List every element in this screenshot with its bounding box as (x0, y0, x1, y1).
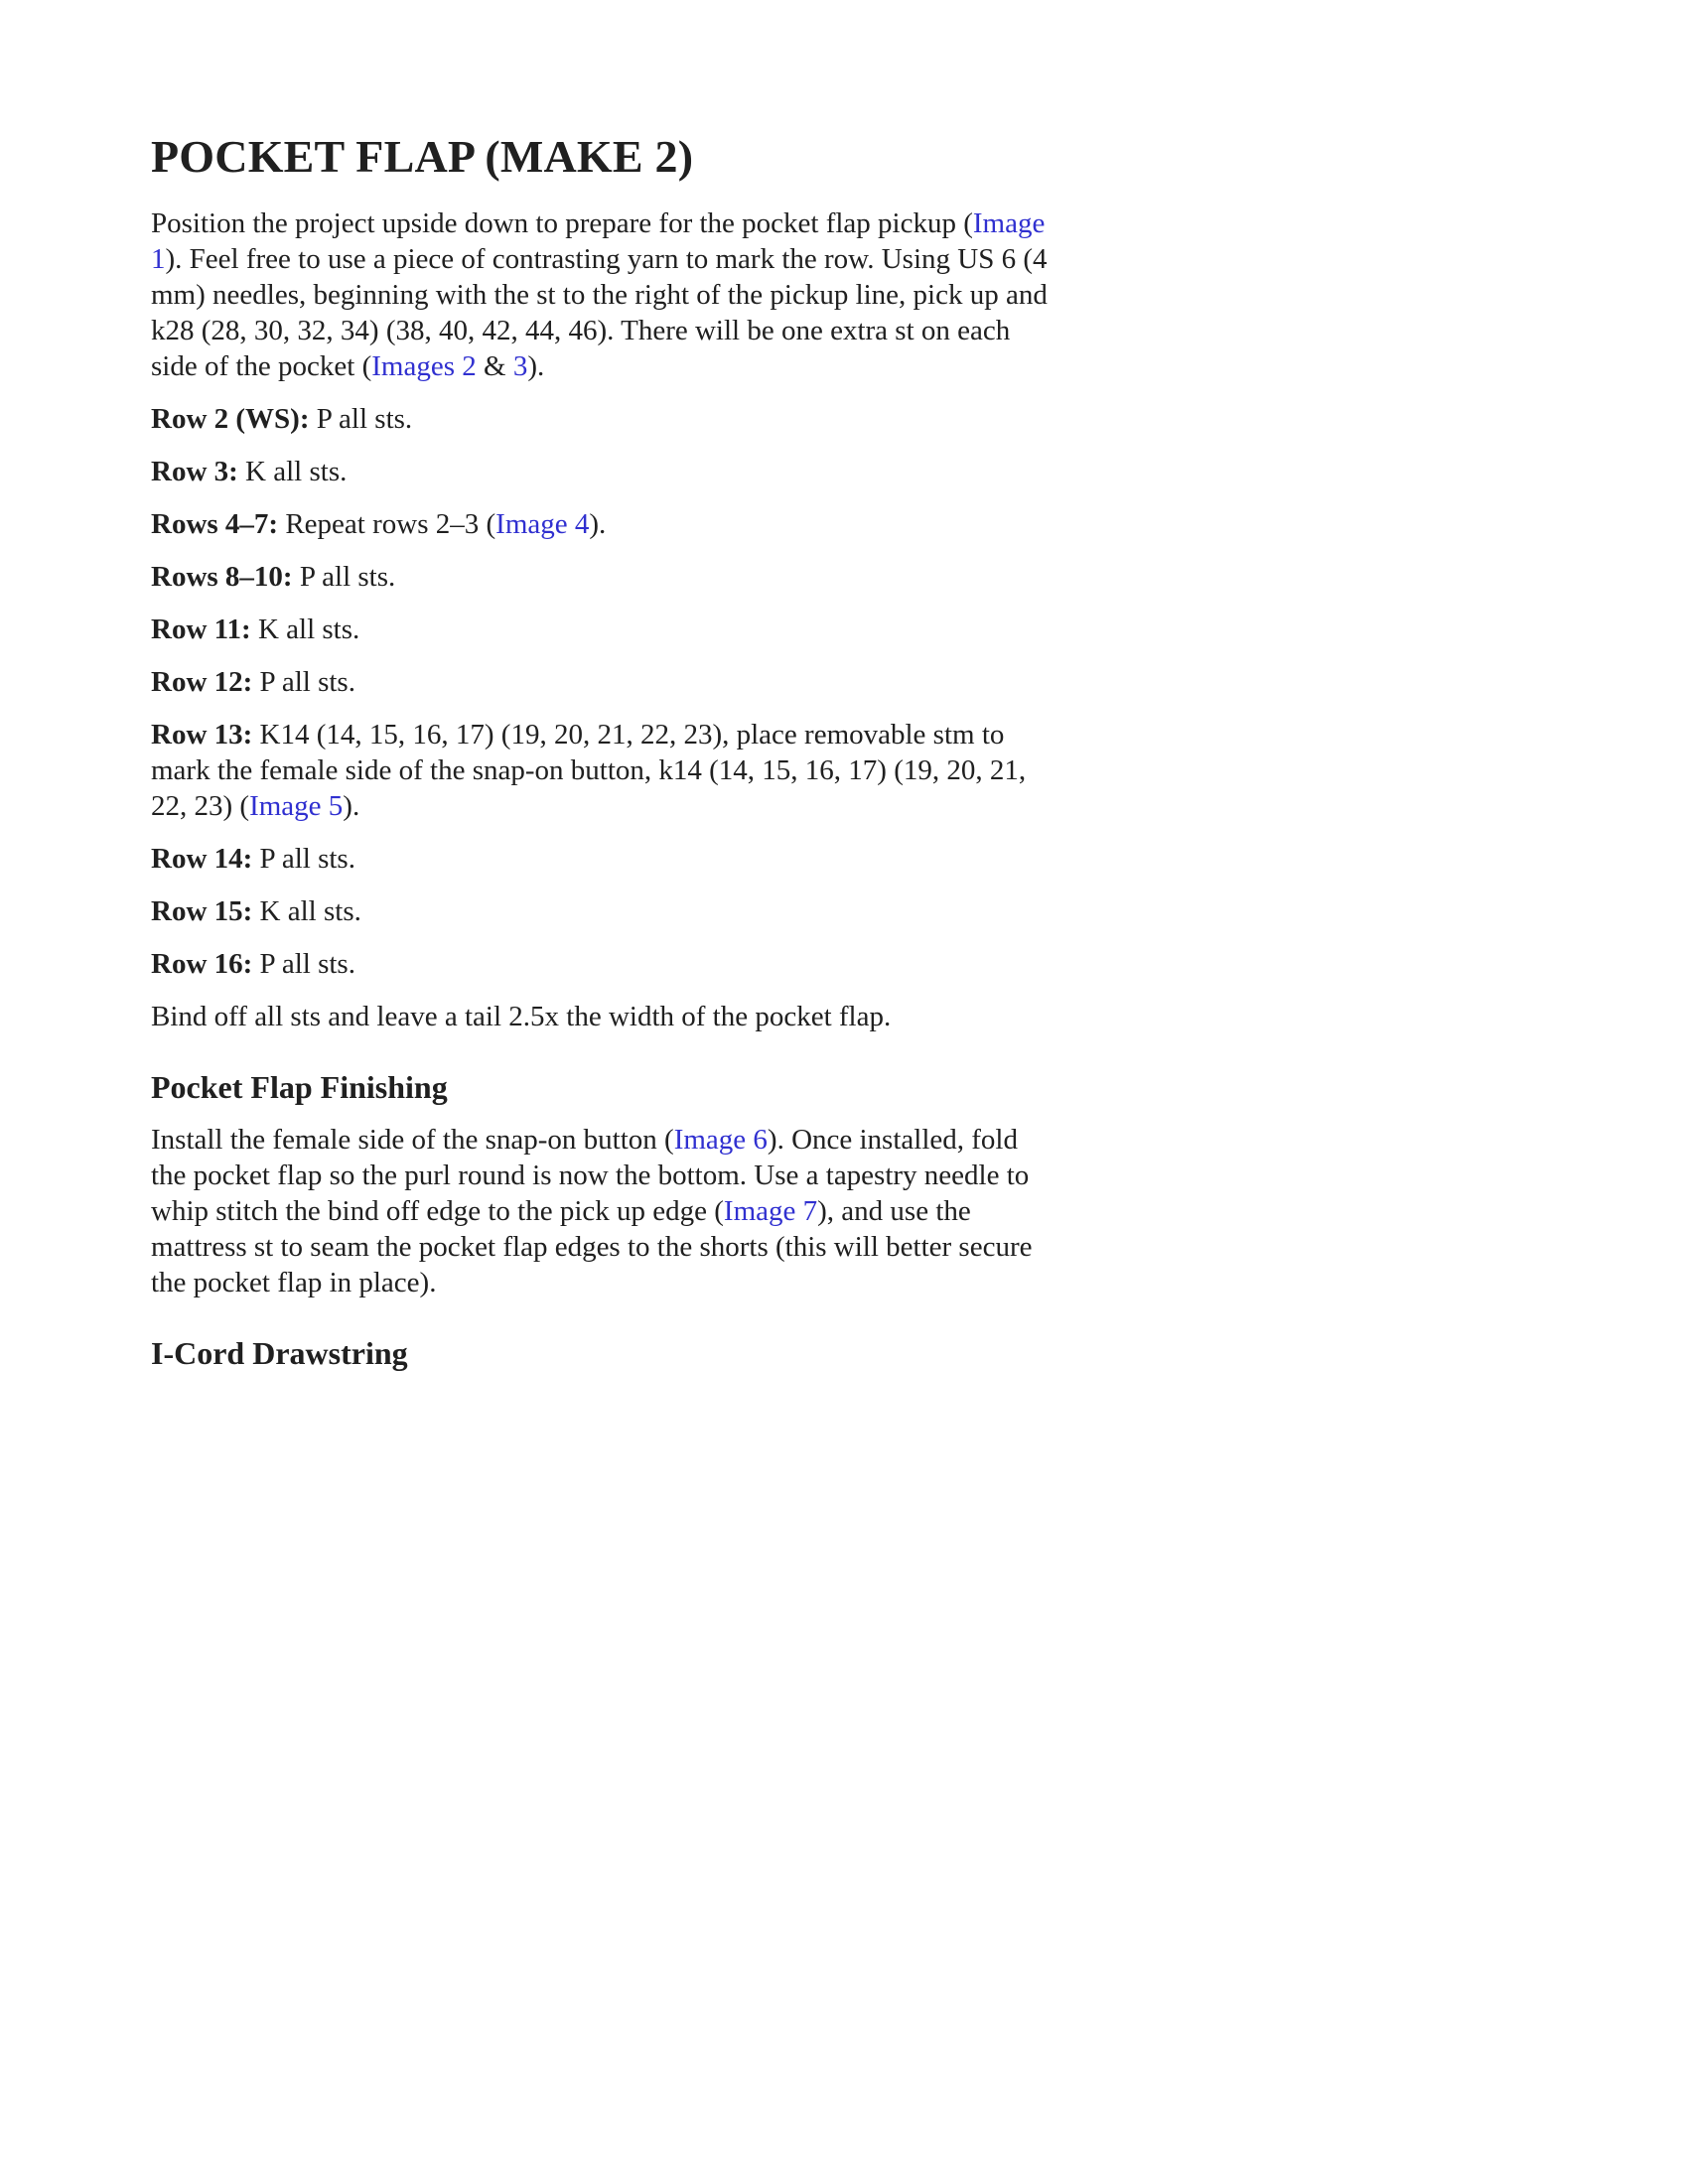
text-run: Repeat rows 2–3 ( (278, 507, 496, 540)
link-3[interactable]: 3 (512, 349, 528, 382)
rows-8-10-instruction (151, 559, 1056, 595)
text-run: P all sts. (252, 947, 355, 980)
row-14-instruction (151, 841, 1056, 877)
row-label: Row 14: (151, 842, 253, 875)
text-run: K all sts. (252, 894, 361, 927)
document-content (151, 131, 1056, 1389)
link-image-5[interactable]: Image 5 (249, 789, 344, 822)
row-label: Rows 4–7: (151, 507, 279, 540)
text-run: P all sts. (309, 402, 413, 435)
text-run: K all sts. (237, 455, 348, 487)
text-run: ). (589, 507, 607, 540)
text-run: P all sts. (292, 560, 396, 593)
section-title-pocket-flap: POCKET FLAP (MAKE 2) (151, 131, 694, 182)
text-run: ). (343, 789, 360, 822)
row-3-instruction (151, 454, 1056, 489)
text-run: P all sts. (252, 842, 355, 875)
row-2-instruction (151, 401, 1056, 437)
row-label: Row 16: (151, 947, 253, 980)
text-run: Install the female side of the snap-on button ( (151, 1124, 674, 1157)
row-label: Row 3: (151, 455, 238, 487)
link-image-7[interactable]: Image 7 (723, 1195, 818, 1228)
text-run: K14 (14, 15, 16, 17) (19, 20, 21, 22, 23), place removable stm to mark the female side of the snap-on button, k14 (14, 15, 16, 17) (19, 20, 21, 22, 23) ( (151, 718, 1027, 822)
row-11-instruction (151, 612, 1056, 647)
link-image-1[interactable]: Image 1 (151, 206, 1046, 275)
text-run: ), and use the mattress st to seam the pocket flap edges to the shorts (this will better secure the pocket flap in place). (151, 1195, 1033, 1299)
row-label: Row 13: (151, 718, 253, 751)
row-12-instruction (151, 664, 1056, 700)
subsection-title-pocket-flap-finishing: Pocket Flap Finishing (151, 1068, 448, 1105)
row-label: Row 12: (151, 665, 253, 698)
text-run: Position the project upside down to prepare for the pocket flap pickup ( (151, 206, 973, 239)
text-run: P all sts. (252, 665, 355, 698)
intro-paragraph (151, 205, 1056, 384)
text-run: & (476, 349, 513, 382)
text-run: ). (527, 349, 545, 382)
row-15-instruction (151, 893, 1056, 929)
row-label: Row 11: (151, 613, 251, 645)
row-16-instruction (151, 946, 1056, 982)
link-images-2[interactable]: Images 2 (371, 349, 477, 382)
subsection-title-i-cord-drawstring: I-Cord Drawstring (151, 1335, 408, 1372)
text-run: Bind off all sts and leave a tail 2.5x the width of the pocket flap. (151, 1000, 892, 1032)
link-image-4[interactable]: Image 4 (495, 507, 590, 540)
row-13-instruction (151, 717, 1056, 824)
text-run: ). Once installed, fold the pocket flap so the purl round is now the bottom. Use a tapestry needle to whip stitch the bind off edge to the pick up edge ( (151, 1124, 1030, 1228)
link-image-6[interactable]: Image 6 (673, 1124, 768, 1157)
row-label: Rows 8–10: (151, 560, 293, 593)
row-label: Row 15: (151, 894, 253, 927)
finishing-paragraph (151, 1122, 1056, 1300)
bind-off-instruction (151, 999, 1056, 1034)
text-run: K all sts. (250, 613, 360, 645)
row-label: Row 2 (WS): (151, 402, 310, 435)
text-run: ). Feel free to use a piece of contrasting yarn to mark the row. Using US 6 (4 mm) needles, beginning with the st to the right of the pickup line, pick up and k28 (28, 30, 32, 34) (38, 40, 42, 44, 46). There will be one extra st on each side of the pocket ( (151, 242, 1048, 382)
rows-4-7-instruction (151, 506, 1056, 542)
